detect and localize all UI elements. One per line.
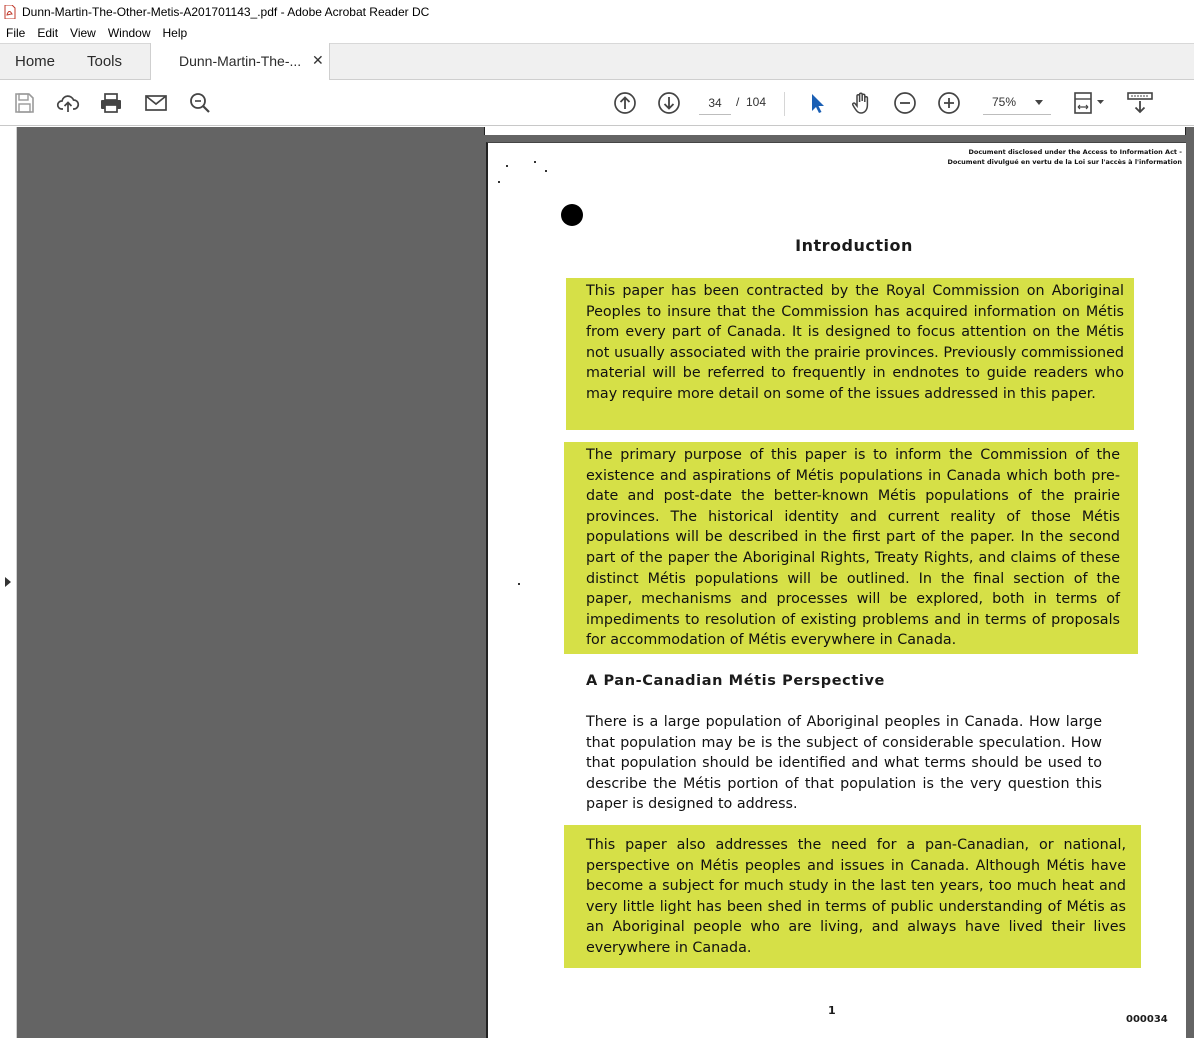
left-panel-rail bbox=[0, 127, 17, 1038]
arrow-down-circle-icon[interactable] bbox=[656, 90, 682, 116]
title-bar bbox=[0, 0, 1194, 23]
document-workspace[interactable] bbox=[0, 127, 1194, 1038]
tab-document[interactable] bbox=[150, 43, 330, 80]
cloud-upload-icon[interactable] bbox=[55, 90, 81, 116]
tab-document-label: Dunn-Martin-The-... bbox=[179, 53, 302, 69]
zoom-in-icon[interactable] bbox=[936, 90, 962, 116]
scan-speck bbox=[534, 161, 536, 163]
page-footer-code: 000034 bbox=[1126, 1014, 1168, 1025]
menu-bar bbox=[0, 23, 1194, 43]
scan-speck bbox=[518, 583, 520, 585]
paragraph-1: This paper has been contracted by the Royal Commission on Aboriginal Peoples to insure that the Commission has acquired information on Métis from every part of Canada. It is designed to focus attention on the Métis not usually associated with the prairie provinces. Previously commissioned material will be referred to frequently in endnotes to guide readers who may require more detail on some of the issues addressed in this paper. bbox=[586, 283, 1124, 402]
toolbar bbox=[0, 80, 1194, 126]
window-title: Dunn-Martin-The-Other-Metis-A201701143_.pdf - Adobe Acrobat Reader DC bbox=[22, 4, 430, 19]
close-icon[interactable]: ✕ bbox=[312, 52, 324, 68]
scroll-mode-icon[interactable] bbox=[1126, 90, 1154, 116]
disclosure-stamp bbox=[947, 147, 1182, 167]
tab-bar bbox=[0, 43, 1194, 80]
acrobat-pdf-icon bbox=[4, 5, 16, 19]
scan-speck bbox=[506, 165, 508, 167]
page-separator: / bbox=[736, 95, 740, 109]
page-total: 104 bbox=[746, 95, 767, 109]
paragraph-4: This paper also addresses the need for a pan-Canadian, or national, perspective on Métis peoples and issues in Canada. Although Métis have become a subject for much study in the last ten years, too much heat and very little light has been shed in terms of public understanding of Métis as an Aboriginal people who are living, and always have lived their lives everywhere in Canada. bbox=[586, 837, 1126, 956]
scan-speck bbox=[498, 181, 500, 183]
chevron-down-icon bbox=[1035, 100, 1043, 105]
mail-icon[interactable] bbox=[143, 90, 169, 116]
toolbar-divider bbox=[784, 92, 785, 116]
disclosure-line-2: Document divulgué en vertu de la Loi sur l'accès à l'information bbox=[947, 158, 1182, 166]
punch-hole bbox=[561, 204, 583, 226]
section-heading: A Pan-Canadian Métis Perspective bbox=[586, 673, 885, 689]
save-icon[interactable] bbox=[11, 90, 37, 116]
paragraph-2: The primary purpose of this paper is to inform the Commission of the existence and aspirations of Métis populations in Canada which both pre-date and post-date the better-known Métis populations of the prairie provinces. The historical identity and current reality of those Métis populations will be described in the first part of the paper. In the second part of the paper the Aboriginal Rights, Treaty Rights, and claims of these distinct Métis populations will be outlined. In the final section of the paper, mechanisms and processes will be explored, both in terms of impediments to resolution of existing problems and in terms of proposals for accommodation of Métis everywhere in Canada. bbox=[586, 447, 1120, 649]
menu-help[interactable]: Help bbox=[162, 26, 188, 40]
pdf-page bbox=[486, 142, 1186, 1038]
expand-panel-icon[interactable] bbox=[5, 577, 11, 587]
scan-speck bbox=[545, 170, 547, 172]
fit-page-icon[interactable] bbox=[1072, 90, 1108, 116]
page-number-input[interactable] bbox=[699, 91, 731, 115]
paragraph-3: There is a large population of Aboriginal peoples in Canada. How large that population may be is the subject of considerable speculation. How that population should be identified and what terms should be used to describe the Métis portion of that population is the very question this paper is designed to address. bbox=[586, 714, 1102, 813]
arrow-up-circle-icon[interactable] bbox=[612, 90, 638, 116]
zoom-value: 75% bbox=[992, 95, 1017, 109]
zoom-out-icon[interactable] bbox=[892, 90, 918, 116]
menu-file[interactable]: File bbox=[6, 26, 26, 40]
disclosure-line-1: Document disclosed under the Access to Information Act - bbox=[968, 148, 1182, 156]
zoom-dropdown[interactable] bbox=[983, 91, 1051, 115]
menu-window[interactable]: Window bbox=[107, 26, 151, 40]
tab-tools[interactable]: Tools bbox=[87, 53, 123, 70]
page-heading: Introduction bbox=[795, 236, 913, 255]
pointer-icon[interactable] bbox=[804, 90, 830, 116]
previous-page-edge bbox=[484, 127, 1186, 135]
page-footer-number: 1 bbox=[828, 1004, 836, 1017]
print-icon[interactable] bbox=[98, 90, 124, 116]
menu-view[interactable]: View bbox=[70, 26, 96, 40]
menu-edit[interactable]: Edit bbox=[37, 26, 59, 40]
hand-icon[interactable] bbox=[848, 90, 874, 116]
tab-home[interactable]: Home bbox=[15, 53, 56, 70]
search-icon[interactable] bbox=[187, 90, 213, 116]
